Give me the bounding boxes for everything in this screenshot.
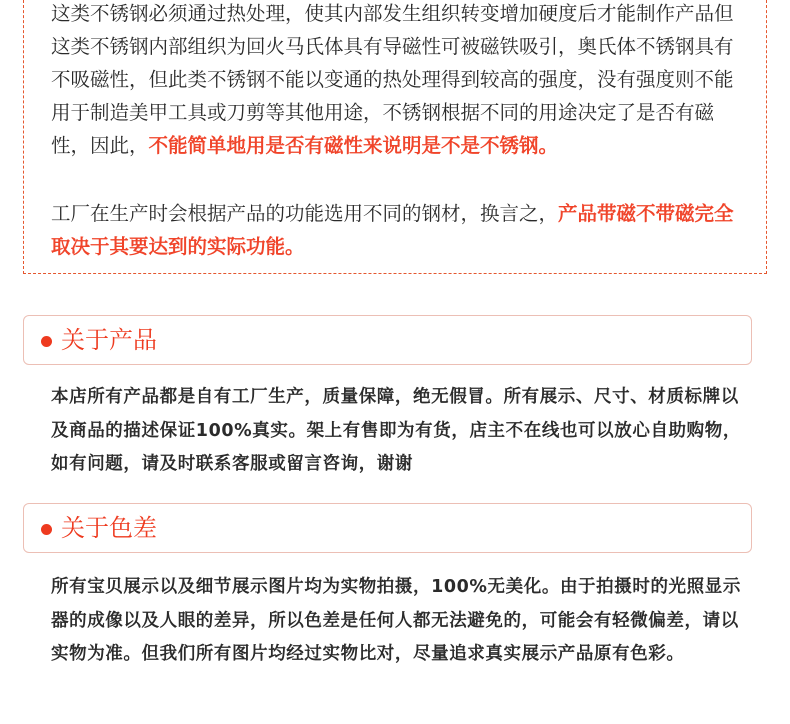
- section-header-about-product: [23, 315, 752, 365]
- section-title-about-product: 关于产品: [61, 326, 157, 354]
- magnetism-paragraph-2-text: 工厂在生产时会根据产品的功能选用不同的钢材，换言之，: [51, 202, 559, 225]
- bullet-dot-icon: [41, 336, 52, 347]
- section-body-about-product: 本店所有产品都是自有工厂生产，质量保障，绝无假冒。所有展示、尺寸、材质标牌以及商品的描述保证100%真实。架上有售即为有货，店主不在线也可以放心自助购物，如有问题，请及时联系客服或留言咨询，谢谢: [51, 387, 741, 474]
- magnetism-paragraph-1-highlight: 不能简单地用是否有磁性来说明是不是不锈钢。: [148, 134, 559, 157]
- magnetism-paragraph-1-text: 这类不锈钢必须通过热处理，使其内部发生组织转变增加硬度后才能制作产品但这类不锈钢内部组织为回火马氏体具有导磁性可被磁铁吸引，奥氏体不锈钢具有不吸磁性，但此类不锈钢不能以变通的热处理得到较高的强度，没有强度则不能用于制造美甲工具或刀剪等其他用途，不锈钢根据不同的用途决定了是否有磁性，因此，: [51, 2, 734, 157]
- magnetism-paragraph-1: [51, 0, 751, 162]
- section-title-color-difference: 关于色差: [61, 514, 157, 542]
- bullet-dot-icon: [41, 524, 52, 535]
- section-header-color-difference: [23, 503, 752, 553]
- magnetism-paragraph-2: [51, 197, 751, 263]
- section-body-color-difference: 所有宝贝展示以及细节展示图片均为实物拍摄，100%无美化。由于拍摄时的光照显示器的成像以及人眼的差异，所以色差是任何人都无法避免的，可能会有轻微偏差，请以实物为准。但我们所有图片均经过实物比对，尽量追求真实展示产品原有色彩。: [51, 577, 741, 664]
- magnetism-paragraph-2-highlight: 产品带磁不带磁完全取决于其要达到的实际功能。: [51, 202, 734, 258]
